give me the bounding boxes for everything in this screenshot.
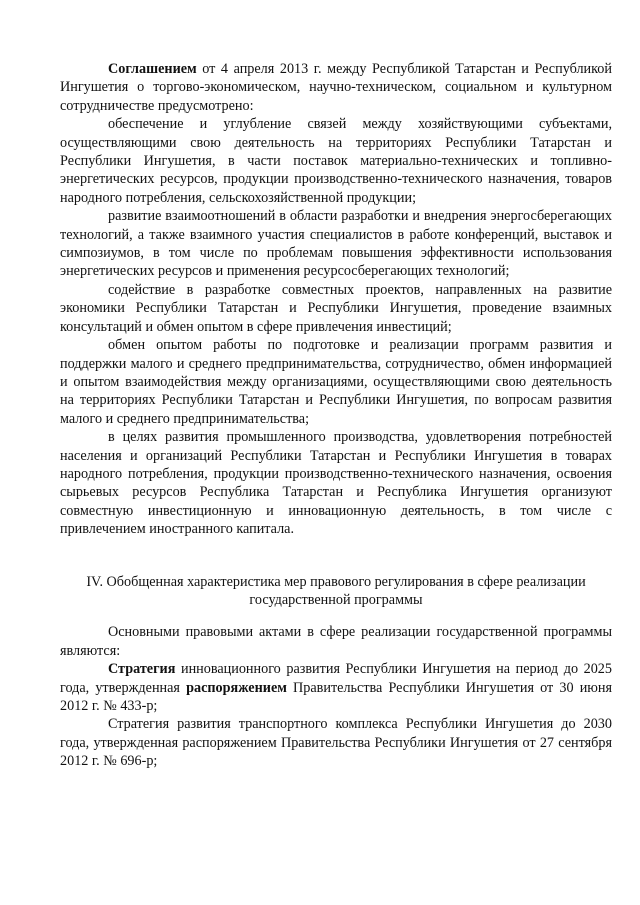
strategy-text-2: Правительства Республики Ингушетия от 30 июня 2012 г. № 433-р; xyxy=(60,679,612,714)
strategy-paragraph-2: Стратегия развития транспортного комплекса Республики Ингушетия до 2030 года, утвержденная распоряжением Правительства Республики Ингушетия от 27 сентября 2012 г. № 696-р; xyxy=(60,716,612,770)
list-item: развитие взаимоотношений в области разработки и внедрения энергосберегающих технологий, а также взаимного участия специалистов в работе конференций, выставок и симпозиумов, в том числе по проблемам повышения эффективности использования энергетических ресурсов и применения ресурсосберегающих технологий; xyxy=(60,208,612,280)
document-page xyxy=(60,60,612,771)
order-term: распоряжением xyxy=(186,679,287,696)
intro-paragraph xyxy=(60,60,612,115)
strategy-paragraph-1 xyxy=(60,660,612,715)
list-item: содействие в разработке совместных проектов, направленных на развитие экономики Республики Татарстан и Республики Ингушетия, проведение взаимных консультаций и обмен опытом в сфере привлечения инвестиций; xyxy=(60,281,612,335)
agreement-term: Соглашением xyxy=(108,61,197,77)
acts-intro: Основными правовыми актами в сфере реализации государственной программы являются: xyxy=(60,624,612,659)
list-item: в целях развития промышленного производства, удовлетворения потребностей населения и организаций Республики Татарстан и Республики Ингушетия в товарах народного потребления, продукции производственно-технического назначения, освоения сырьевых ресурсов Республика Татарстан и Республика Ингушетия организуют совместную инвестиционную и инновационную деятельность, в том числе с привлечением иностранного капитала. xyxy=(60,429,612,538)
section-heading: IV. Обобщенная характеристика мер правового регулирования в сфере реализации государственной программы xyxy=(86,573,586,608)
list-item: обмен опытом работы по подготовке и реализации программ развития и поддержки малого и среднего предпринимательства, сотрудничество, обмен информацией и опытом взаимодействия между организациями, осуществляющими свою деятельность на территориях Республики Татарстан и Республики Ингушетия, по вопросам развития малого и среднего предпринимательства; xyxy=(60,337,612,427)
intro-text: от 4 апреля 2013 г. между Республикой Татарстан и Республикой Ингушетия о торгово-экономическом, научно-техническом, социальном и культурном сотрудничестве предусмотрено: xyxy=(60,61,612,114)
strategy-term: Стратегия xyxy=(108,661,176,678)
strategy-text-1: инновационного развития Республики Ингушетия на период до 2025 года, утвержденная xyxy=(60,661,612,696)
list-item: обеспечение и углубление связей между хозяйствующими субъектами, осуществляющими свою деятельность на территориях Республики Татарстан и Республики Ингушетия, в части поставок материально-технических и топливно-энергетических ресурсов, продукции производственно-технического назначения, товаров народного потребления, сельскохозяйственной продукции; xyxy=(60,116,612,206)
